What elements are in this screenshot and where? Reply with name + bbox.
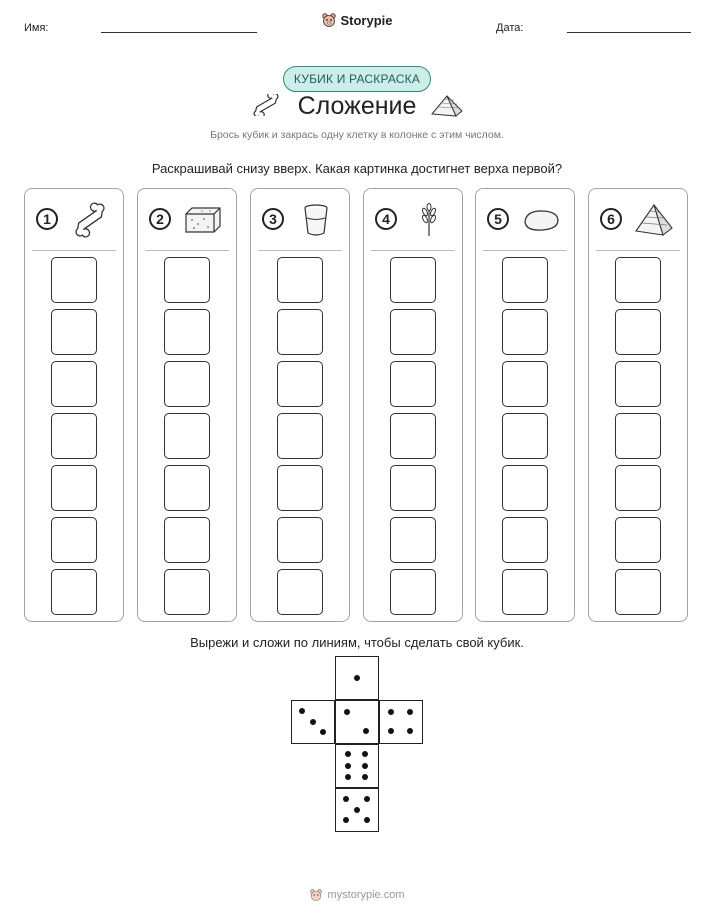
die-face-1 xyxy=(335,656,379,700)
column-1 xyxy=(24,188,124,622)
color-cell[interactable] xyxy=(615,309,661,355)
divider xyxy=(258,250,342,251)
color-cell[interactable] xyxy=(277,361,323,407)
color-cell[interactable] xyxy=(51,569,97,615)
pyramid-icon xyxy=(430,94,464,123)
column-3 xyxy=(250,188,350,622)
color-cell[interactable] xyxy=(502,413,548,459)
color-cell[interactable] xyxy=(502,465,548,511)
color-cell[interactable] xyxy=(277,569,323,615)
color-cell[interactable] xyxy=(390,257,436,303)
column-number: 4 xyxy=(375,208,397,230)
pip xyxy=(407,728,413,734)
color-cell[interactable] xyxy=(164,413,210,459)
footer-url[interactable]: mystorypie.com xyxy=(327,889,405,901)
color-cell[interactable] xyxy=(502,569,548,615)
column-number: 6 xyxy=(600,208,622,230)
color-cell[interactable] xyxy=(277,257,323,303)
divider xyxy=(371,250,455,251)
die-face-5 xyxy=(335,788,379,832)
column-number: 1 xyxy=(36,208,58,230)
color-cell[interactable] xyxy=(502,257,548,303)
pip xyxy=(388,709,394,715)
color-cell[interactable] xyxy=(390,309,436,355)
color-cell[interactable] xyxy=(51,413,97,459)
pip xyxy=(345,774,351,780)
color-cell[interactable] xyxy=(277,309,323,355)
coloring-instruction: Раскрашивай снизу вверх. Какая картинка достигнет верха первой? xyxy=(151,161,563,176)
color-cell[interactable] xyxy=(51,517,97,563)
column-number: 2 xyxy=(149,208,171,230)
wheat-icon xyxy=(408,202,450,238)
color-cell[interactable] xyxy=(615,465,661,511)
color-cell[interactable] xyxy=(277,517,323,563)
color-cell[interactable] xyxy=(502,309,548,355)
column-number: 3 xyxy=(262,208,284,230)
pip xyxy=(320,729,326,735)
name-label: Имя: xyxy=(24,22,49,34)
color-cell[interactable] xyxy=(615,413,661,459)
color-cell[interactable] xyxy=(164,309,210,355)
pip xyxy=(362,774,368,780)
column-2 xyxy=(137,188,237,622)
page-title: Сложение xyxy=(297,92,417,120)
color-cell[interactable] xyxy=(277,465,323,511)
date-label: Дата: xyxy=(496,22,524,34)
pip xyxy=(354,675,360,681)
color-cell[interactable] xyxy=(390,361,436,407)
color-cell[interactable] xyxy=(502,517,548,563)
color-cell[interactable] xyxy=(390,413,436,459)
divider xyxy=(32,250,116,251)
pip xyxy=(345,763,351,769)
color-cell[interactable] xyxy=(615,257,661,303)
footer xyxy=(0,888,714,907)
color-cell[interactable] xyxy=(615,361,661,407)
brand-name: Storypie xyxy=(340,12,393,28)
brand-logo xyxy=(0,12,714,33)
cube-instruction: Вырежи и сложи по линиям, чтобы сделать свой кубик. xyxy=(190,635,524,650)
subtitle: Брось кубик и закрась одну клетку в колонке с этим числом. xyxy=(210,129,504,141)
pyramid-icon xyxy=(633,202,675,238)
column-4 xyxy=(363,188,463,622)
stone-icon xyxy=(520,202,562,238)
date-field-line[interactable] xyxy=(567,32,691,33)
color-cell[interactable] xyxy=(390,465,436,511)
column-number: 5 xyxy=(487,208,509,230)
pip xyxy=(345,751,351,757)
die-face-3 xyxy=(291,700,335,744)
pip xyxy=(354,807,360,813)
color-cell[interactable] xyxy=(164,517,210,563)
divider xyxy=(483,250,567,251)
pip xyxy=(388,728,394,734)
die-face-6 xyxy=(335,744,379,788)
color-cell[interactable] xyxy=(51,309,97,355)
pip xyxy=(343,817,349,823)
pip xyxy=(343,796,349,802)
pip xyxy=(362,751,368,757)
sponge-icon xyxy=(182,202,224,238)
bone-icon xyxy=(69,202,111,238)
color-cell[interactable] xyxy=(164,569,210,615)
color-cell[interactable] xyxy=(51,257,97,303)
cup-icon xyxy=(295,202,337,238)
divider xyxy=(596,250,680,251)
pip xyxy=(364,796,370,802)
color-cell[interactable] xyxy=(615,517,661,563)
activity-badge: КУБИК И РАСКРАСКА xyxy=(0,66,714,92)
bear-mascot-icon xyxy=(321,12,337,28)
color-cell[interactable] xyxy=(51,465,97,511)
color-cell[interactable] xyxy=(51,361,97,407)
color-cell[interactable] xyxy=(390,569,436,615)
column-5 xyxy=(475,188,575,622)
pip xyxy=(310,719,316,725)
column-6 xyxy=(588,188,688,622)
pip xyxy=(344,709,350,715)
die-face-4 xyxy=(379,700,423,744)
pip xyxy=(299,708,305,714)
pip xyxy=(364,817,370,823)
color-cell[interactable] xyxy=(164,257,210,303)
divider xyxy=(145,250,229,251)
pip xyxy=(407,709,413,715)
color-cell[interactable] xyxy=(164,465,210,511)
color-cell[interactable] xyxy=(164,361,210,407)
die-face-2 xyxy=(335,700,379,744)
color-cell[interactable] xyxy=(277,413,323,459)
bear-mascot-icon xyxy=(309,888,323,902)
color-cell[interactable] xyxy=(390,517,436,563)
pip xyxy=(362,763,368,769)
color-cell[interactable] xyxy=(615,569,661,615)
color-cell[interactable] xyxy=(502,361,548,407)
pip xyxy=(363,728,369,734)
